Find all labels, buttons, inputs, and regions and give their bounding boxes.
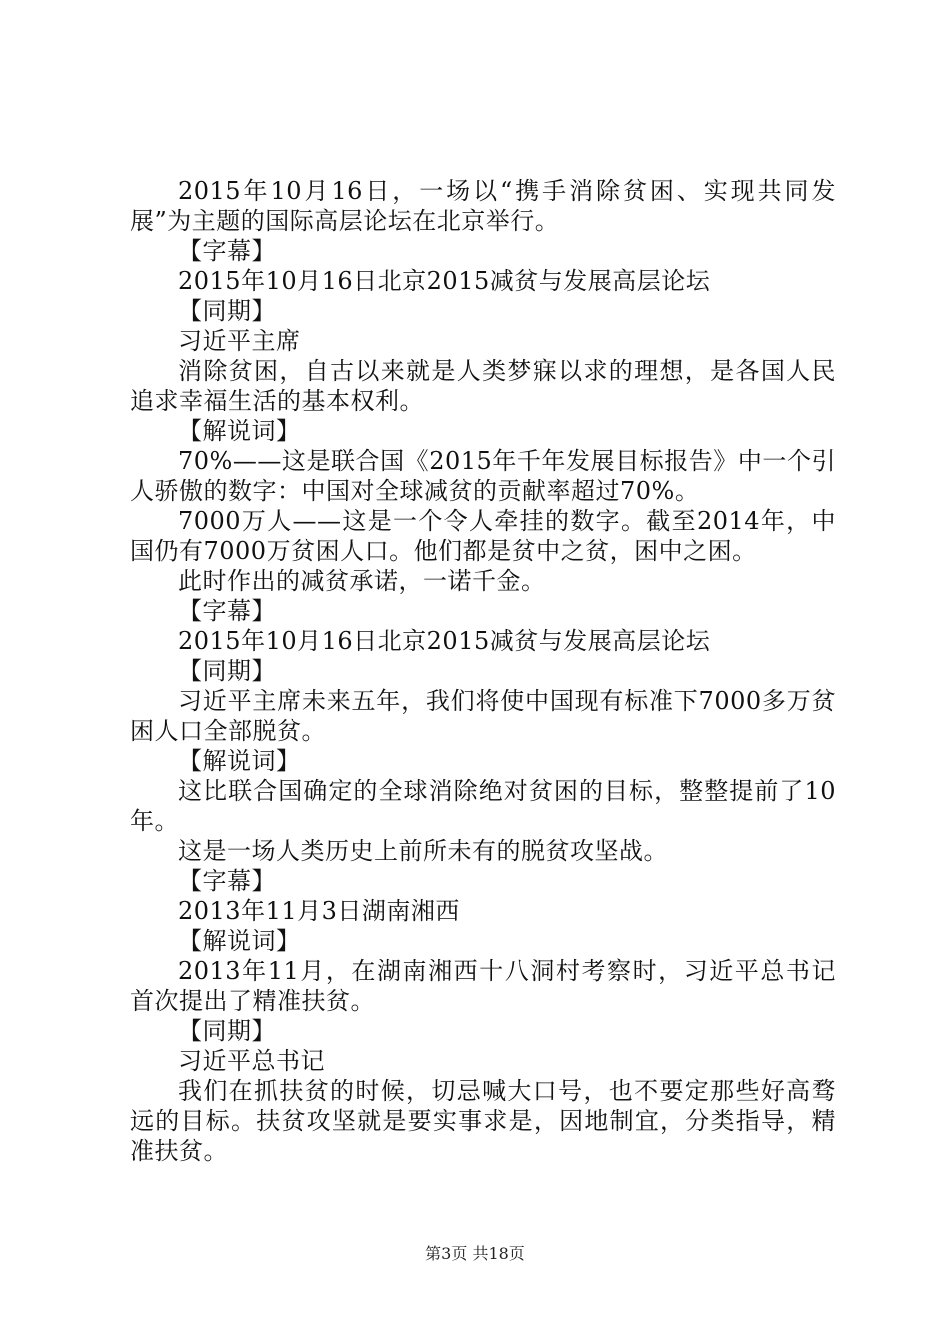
- section-tag: 【解说词】: [178, 747, 301, 775]
- paragraph: 这比联合国确定的全球消除绝对贫困的目标，整整提前了10年。: [130, 777, 836, 835]
- paragraph: 此时作出的减贫承诺，一诺千金。: [178, 567, 546, 595]
- section-tag: 【同期】: [178, 1017, 276, 1045]
- paragraph: 消除贫困，自古以来就是人类梦寐以求的理想，是各国人民追求幸福生活的基本权利。: [130, 357, 836, 415]
- paragraph: 我们在抓扶贫的时候，切忌喊大口号，也不要定那些好高骛远的目标。扶贫攻坚就是要实事求是，因地制宜，分类指导，精准扶贫。: [130, 1077, 836, 1165]
- document-body: [130, 176, 836, 1166]
- paragraph: 7000万人——这是一个令人牵挂的数字。截至2014年，中国仍有7000万贫困人口。他们都是贫中之贫，困中之困。: [130, 507, 836, 565]
- paragraph: 习近平总书记: [178, 1047, 325, 1075]
- paragraph: 2015年10月16日，一场以“携手消除贫困、实现共同发展”为主题的国际高层论坛在北京举行。: [130, 177, 836, 235]
- paragraph: 习近平主席: [178, 327, 301, 355]
- section-tag: 【同期】: [178, 297, 276, 325]
- paragraph: 2015年10月16日北京2015减贫与发展高层论坛: [178, 267, 711, 295]
- paragraph: 这是一场人类历史上前所未有的脱贫攻坚战。: [178, 837, 668, 865]
- paragraph: 2015年10月16日北京2015减贫与发展高层论坛: [178, 627, 711, 655]
- paragraph: 2013年11月，在湖南湘西十八洞村考察时，习近平总书记首次提出了精准扶贫。: [130, 957, 836, 1015]
- section-tag: 【解说词】: [178, 417, 301, 445]
- page-footer: [0, 1244, 950, 1264]
- paragraph: 70%——这是联合国《2015年千年发展目标报告》中一个引人骄傲的数字：中国对全球减贫的贡献率超过70%。: [130, 447, 836, 505]
- page-number-label: 第3页 共18页: [425, 1244, 525, 1263]
- paragraph: 习近平主席未来五年，我们将使中国现有标准下7000多万贫困人口全部脱贫。: [130, 687, 836, 745]
- section-tag: 【同期】: [178, 657, 276, 685]
- section-tag: 【字幕】: [178, 237, 276, 265]
- section-tag: 【字幕】: [178, 867, 276, 895]
- section-tag: 【解说词】: [178, 927, 301, 955]
- section-tag: 【字幕】: [178, 597, 276, 625]
- paragraph: 2013年11月3日湖南湘西: [178, 897, 460, 925]
